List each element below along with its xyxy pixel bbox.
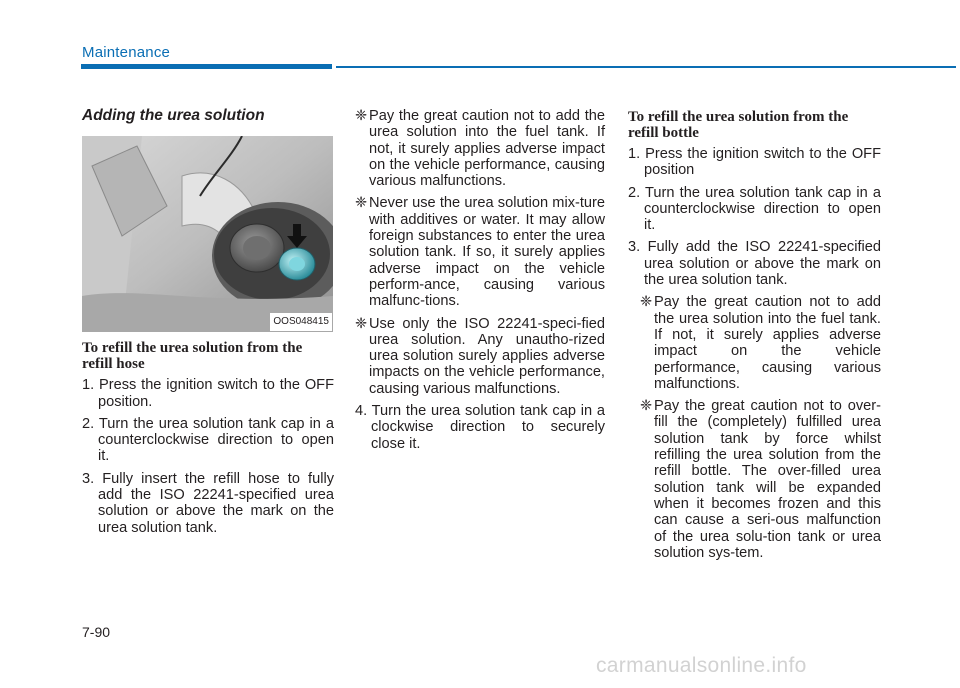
list-item: 1. Press the ignition switch to the OFF position. <box>82 377 334 410</box>
caution-text: Pay the great caution not to add the urea solution into the fuel tank. If not, it surely applies adverse impact on the vehicle performance, causing various malfunctions. <box>654 294 881 392</box>
list-item: 3. Fully add the ISO 22241-specified urea solution or above the mark on the urea solution tank. <box>628 239 881 289</box>
caution-mark-icon: ❈ <box>355 195 368 212</box>
caution-note <box>355 108 605 189</box>
caution-mark-icon: ❈ <box>355 315 368 332</box>
figure-caption: OOS048415 <box>270 313 332 331</box>
caution-mark-icon: ❈ <box>640 294 653 311</box>
list-item: 2. Turn the urea solution tank cap in a counterclockwise direction to open it. <box>82 415 334 465</box>
subsection-title-hose: To refill the urea solution from the refill hose <box>82 340 303 373</box>
caution-text: Pay the great caution not to over-fill the (completely) fulfilled urea solution tank by force whilst refilling the urea solution from the refill bottle. The over-filled urea solution tank will be expanded when it becomes frozen and this can cause a seri-ous malfunction of the urea solu-tion tank or urea solution sys-tem. <box>654 398 881 561</box>
caution-text: Pay the great caution not to add the urea solution into the fuel tank. If not, it surely applies adverse impact on the vehicle performance, causing various malfunctions. <box>369 108 605 190</box>
hose-steps-list <box>82 377 334 536</box>
caution-note <box>640 398 881 561</box>
section-title: Adding the urea solution <box>82 107 265 124</box>
hose-steps-continued <box>355 403 605 452</box>
caution-mark-icon: ❈ <box>640 398 653 415</box>
caution-text: Use only the ISO 22241-speci-fied urea solution. Any unautho-rized urea solution surely applies adverse impacts on the vehicle performance, causing various malfunctions. <box>369 315 605 397</box>
caution-notes-bottle <box>640 294 881 561</box>
caution-text: Never use the urea solution mix-ture with additives or water. It may allow foreign substances to enter the urea solution tank. If so, it surely applies adverse impact on the vehicle perform-ance, causing various malfunc-tions. <box>369 195 605 310</box>
bottle-steps-list <box>628 146 881 288</box>
list-item: 4. Turn the urea solution tank cap in a clockwise direction to securely close it. <box>355 403 605 452</box>
column-2 <box>355 108 605 458</box>
watermark: carmanualsonline.info <box>596 654 807 677</box>
column-1 <box>82 108 334 542</box>
caution-mark-icon: ❈ <box>355 108 368 124</box>
caution-notes <box>355 108 605 397</box>
list-item: 1. Press the ignition switch to the OFF position <box>628 146 881 179</box>
column-3 <box>628 108 881 567</box>
header-rule-thick <box>81 64 332 69</box>
header-rule-thin <box>336 66 956 68</box>
caution-note <box>355 195 605 309</box>
urea-filler-photo <box>82 136 333 332</box>
list-item: 2. Turn the urea solution tank cap in a counterclockwise direction to open it. <box>628 184 881 234</box>
subsection-title-bottle: To refill the urea solution from the refill bottle <box>628 109 849 141</box>
page-number: 7-90 <box>82 624 111 640</box>
caution-note <box>355 316 605 397</box>
header-title: Maintenance <box>82 44 171 61</box>
list-item: 3. Fully insert the refill hose to fully add the ISO 22241-specified urea solution or above the mark on the urea solution tank. <box>82 470 334 536</box>
fuel-door-illustration <box>82 136 333 332</box>
caution-note <box>640 294 881 392</box>
